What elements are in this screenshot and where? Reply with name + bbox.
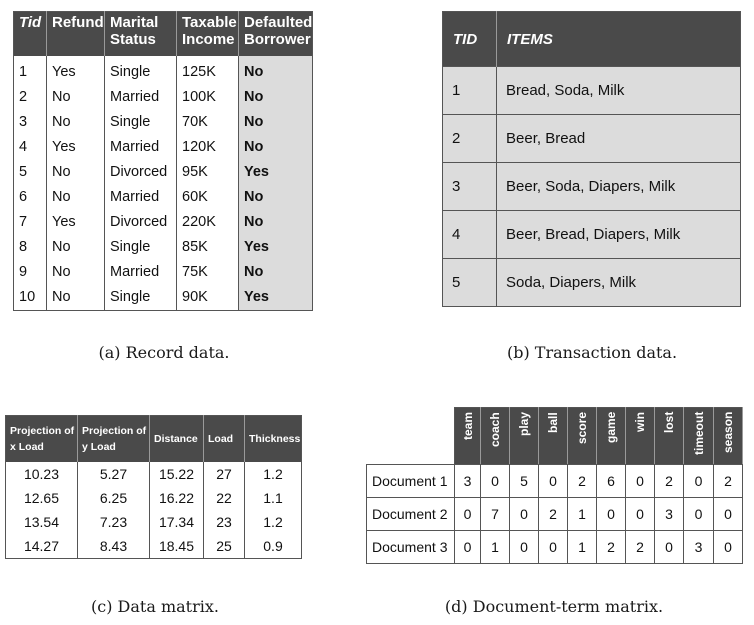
data-matrix-cell: 18.45 <box>150 534 204 559</box>
record-row <box>14 56 313 85</box>
term-label: team <box>460 412 475 441</box>
data-matrix-cell: 14.27 <box>23 538 60 554</box>
record-row <box>14 210 313 235</box>
transaction-row <box>443 67 741 115</box>
term-count-cell: 2 <box>714 465 743 498</box>
data-matrix-header-row <box>6 416 302 463</box>
document-term-table <box>366 407 743 564</box>
record-cell: Single <box>105 285 177 311</box>
term-label: game <box>604 412 618 444</box>
record-cell: 120K <box>177 135 239 160</box>
data-matrix-col-projection-x: Projection of x Load <box>6 416 78 463</box>
record-cell: 7 <box>19 214 28 230</box>
record-col-tid: Tid <box>14 12 47 56</box>
term-count-cell: 0 <box>455 531 481 564</box>
term-header <box>655 408 684 465</box>
term-label: play <box>517 412 531 437</box>
term-count-cell: 3 <box>455 465 481 498</box>
record-cell: Yes <box>47 210 105 235</box>
data-matrix-row <box>6 462 302 486</box>
record-cell: 75K <box>177 260 239 285</box>
record-cell: Married <box>105 260 177 285</box>
transaction-data-table <box>442 11 741 307</box>
data-matrix-cell: 22 <box>204 486 245 510</box>
transaction-row <box>443 259 741 307</box>
term-count-cell: 2 <box>655 465 684 498</box>
record-row <box>14 285 313 311</box>
term-count-cell: 0 <box>455 498 481 531</box>
term-count-cell: 0 <box>714 531 743 564</box>
record-row <box>14 85 313 110</box>
data-matrix-cell: 1.2 <box>245 462 302 486</box>
term-count-cell: 2 <box>539 498 568 531</box>
document-term-matrix-panel <box>366 407 743 564</box>
record-cell: 5 <box>19 164 28 180</box>
document-name: Document 3 <box>367 531 455 564</box>
record-row <box>14 160 313 185</box>
record-cell: 125K <box>177 56 239 85</box>
data-matrix-panel <box>5 415 302 559</box>
transaction-cell: 4 <box>443 211 497 259</box>
record-row <box>14 235 313 260</box>
term-count-cell: 3 <box>655 498 684 531</box>
record-cell: No <box>47 285 105 311</box>
document-term-header-row <box>367 408 743 465</box>
record-cell: 9 <box>19 264 28 280</box>
term-label: win <box>633 412 647 432</box>
record-col-defaulted-borrower: Defaulted Borrower <box>239 12 313 56</box>
data-matrix-cell: 6.25 <box>78 486 150 510</box>
record-cell: 95K <box>177 160 239 185</box>
record-cell: 220K <box>177 210 239 235</box>
record-cell: 70K <box>177 110 239 135</box>
record-cell: No <box>47 260 105 285</box>
data-matrix-cell: 1.1 <box>245 486 302 510</box>
record-cell: Divorced <box>105 210 177 235</box>
record-cell: Married <box>105 185 177 210</box>
transaction-cell: Soda, Diapers, Milk <box>497 259 741 307</box>
data-matrix-col-projection-y: Projection of y Load <box>78 416 150 463</box>
term-label: coach <box>488 412 502 447</box>
data-matrix-cell: 13.54 <box>23 514 60 530</box>
record-cell: 100K <box>177 85 239 110</box>
term-count-cell: 3 <box>684 531 714 564</box>
term-header <box>455 408 481 465</box>
term-count-cell: 2 <box>568 465 597 498</box>
record-cell: 4 <box>19 139 28 155</box>
record-cell: No <box>239 85 313 110</box>
transaction-col-items: ITEMS <box>497 12 741 67</box>
term-label: timeout <box>691 412 706 456</box>
data-matrix-col-distance: Distance <box>150 416 204 463</box>
record-cell: Yes <box>239 235 313 260</box>
record-cell: No <box>239 110 313 135</box>
document-row <box>367 465 743 498</box>
record-col-taxable-income: Taxable Income <box>177 12 239 56</box>
record-row <box>14 185 313 210</box>
record-cell: No <box>47 160 105 185</box>
record-cell: 1 <box>19 64 28 80</box>
document-name: Document 2 <box>367 498 455 531</box>
record-cell: Yes <box>47 135 105 160</box>
term-count-cell: 0 <box>597 498 626 531</box>
transaction-cell: 1 <box>443 67 497 115</box>
term-header <box>597 408 626 465</box>
record-cell: Yes <box>239 285 313 311</box>
data-matrix-cell: 23 <box>204 510 245 534</box>
term-count-cell: 2 <box>597 531 626 564</box>
term-label: lost <box>662 412 676 434</box>
transaction-cell: 3 <box>443 163 497 211</box>
document-row <box>367 531 743 564</box>
term-count-cell: 1 <box>568 498 597 531</box>
term-count-cell: 0 <box>510 498 539 531</box>
data-matrix-row <box>6 486 302 510</box>
term-label: ball <box>546 412 560 433</box>
transaction-cell: Bread, Soda, Milk <box>497 67 741 115</box>
record-cell: Yes <box>47 56 105 85</box>
term-label: season <box>721 412 735 454</box>
term-count-cell: 0 <box>655 531 684 564</box>
record-cell: No <box>239 135 313 160</box>
data-matrix-cell: 1.2 <box>245 510 302 534</box>
term-count-cell: 0 <box>684 465 714 498</box>
term-header <box>626 408 655 465</box>
record-cell: 3 <box>19 114 28 130</box>
transaction-header-row <box>443 12 741 67</box>
record-col-marital-status: Marital Status <box>105 12 177 56</box>
record-cell: 6 <box>19 189 28 205</box>
record-cell: No <box>47 185 105 210</box>
record-cell: 90K <box>177 285 239 311</box>
caption-transaction-data: (b) Transaction data. <box>506 343 678 362</box>
term-header <box>539 408 568 465</box>
record-cell: No <box>239 185 313 210</box>
data-matrix-col-thickness: Thickness <box>245 416 302 463</box>
document-name: Document 1 <box>367 465 455 498</box>
term-count-cell: 1 <box>568 531 597 564</box>
transaction-cell: 2 <box>443 115 497 163</box>
record-cell: No <box>47 235 105 260</box>
transaction-data-panel <box>442 11 741 307</box>
data-matrix-cell: 27 <box>204 462 245 486</box>
record-cell: Single <box>105 110 177 135</box>
record-cell: No <box>239 210 313 235</box>
document-term-corner <box>367 408 455 465</box>
record-cell: No <box>47 85 105 110</box>
data-matrix-row <box>6 510 302 534</box>
term-count-cell: 0 <box>481 465 510 498</box>
record-cell: Married <box>105 135 177 160</box>
record-cell: 10 <box>19 289 36 305</box>
transaction-col-tid: TID <box>443 12 497 67</box>
record-cell: No <box>47 110 105 135</box>
record-data-panel <box>13 11 313 311</box>
transaction-row <box>443 115 741 163</box>
term-count-cell: 5 <box>510 465 539 498</box>
document-row <box>367 498 743 531</box>
caption-data-matrix: (c) Data matrix. <box>91 597 219 616</box>
data-matrix-row <box>6 534 302 559</box>
transaction-cell: Beer, Bread <box>497 115 741 163</box>
term-count-cell: 0 <box>510 531 539 564</box>
record-cell: No <box>239 56 313 85</box>
data-matrix-table <box>5 415 302 559</box>
term-header <box>684 408 714 465</box>
record-row <box>14 110 313 135</box>
record-col-refund: Refund <box>47 12 105 56</box>
data-matrix-cell: 5.27 <box>78 462 150 486</box>
data-matrix-cell: 17.34 <box>150 510 204 534</box>
record-data-table <box>13 11 313 311</box>
caption-document-term-matrix: (d) Document-term matrix. <box>444 597 664 616</box>
term-header <box>510 408 539 465</box>
term-count-cell: 0 <box>539 531 568 564</box>
data-matrix-cell: 0.9 <box>245 534 302 559</box>
data-matrix-cell: 15.22 <box>150 462 204 486</box>
transaction-cell: Beer, Soda, Diapers, Milk <box>497 163 741 211</box>
data-matrix-cell: 7.23 <box>78 510 150 534</box>
term-header <box>568 408 597 465</box>
data-matrix-cell: 8.43 <box>78 534 150 559</box>
term-count-cell: 0 <box>626 465 655 498</box>
term-header <box>714 408 743 465</box>
term-count-cell: 1 <box>481 531 510 564</box>
data-matrix-cell: 10.23 <box>23 466 60 482</box>
record-cell: 85K <box>177 235 239 260</box>
term-label: score <box>575 412 589 445</box>
term-count-cell: 0 <box>684 498 714 531</box>
transaction-cell: Beer, Bread, Diapers, Milk <box>497 211 741 259</box>
record-row <box>14 135 313 160</box>
term-header <box>481 408 510 465</box>
transaction-row <box>443 211 741 259</box>
data-matrix-cell: 16.22 <box>150 486 204 510</box>
record-cell: Married <box>105 85 177 110</box>
record-cell: Single <box>105 235 177 260</box>
term-count-cell: 6 <box>597 465 626 498</box>
data-matrix-col-load: Load <box>204 416 245 463</box>
data-matrix-cell: 12.65 <box>23 490 60 506</box>
record-cell: 60K <box>177 185 239 210</box>
record-cell: Single <box>105 56 177 85</box>
term-count-cell: 2 <box>626 531 655 564</box>
data-matrix-cell: 25 <box>204 534 245 559</box>
record-cell: Divorced <box>105 160 177 185</box>
term-count-cell: 0 <box>626 498 655 531</box>
term-count-cell: 0 <box>714 498 743 531</box>
transaction-row <box>443 163 741 211</box>
record-cell: No <box>239 260 313 285</box>
record-cell: Yes <box>239 160 313 185</box>
record-row <box>14 260 313 285</box>
caption-record-data: (a) Record data. <box>98 343 230 362</box>
record-cell: 8 <box>19 239 28 255</box>
term-count-cell: 7 <box>481 498 510 531</box>
term-count-cell: 0 <box>539 465 568 498</box>
record-cell: 2 <box>19 89 28 105</box>
transaction-cell: 5 <box>443 259 497 307</box>
record-header-row <box>14 12 313 56</box>
